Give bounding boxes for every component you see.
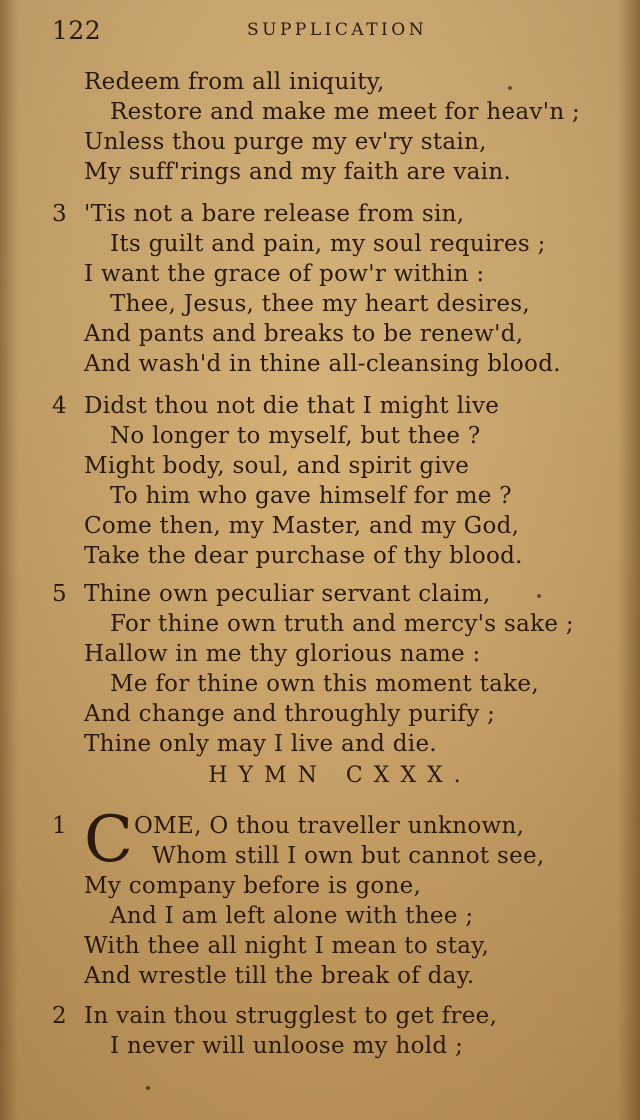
verse-line: No longer to myself, but thee ? xyxy=(110,423,481,449)
verse-line: To him who gave himself for me ? xyxy=(110,483,512,509)
stanza-number: 5 xyxy=(52,581,67,607)
verse-line: And pants and breaks to be renew'd, xyxy=(84,321,524,347)
verse-line: And change and throughly purify ; xyxy=(84,701,496,727)
stanza-number: 1 xyxy=(52,813,67,839)
verse-line: And I am left alone with thee ; xyxy=(110,903,474,929)
verse-line: Might body, soul, and spirit give xyxy=(84,453,470,479)
verse-line: Redeem from all iniquity, xyxy=(84,69,385,95)
verse-line: Restore and make me meet for heav'n ; xyxy=(110,99,581,125)
page-header xyxy=(52,14,612,50)
verse-line: Thine only may I live and die. xyxy=(84,731,437,757)
stanza-number: 2 xyxy=(52,1003,67,1029)
running-head: SUPPLICATION xyxy=(247,20,428,40)
verse-line: Thine own peculiar servant claim, xyxy=(84,581,491,607)
verse-line: In vain thou strugglest to get free, xyxy=(84,1003,498,1029)
verse-line: OME, O thou traveller unknown, xyxy=(134,813,525,839)
stanza-number: 4 xyxy=(52,393,67,419)
verse-line: Its guilt and pain, my soul requires ; xyxy=(110,231,546,257)
ink-speck xyxy=(146,1086,150,1090)
verse-line: 'Tis not a bare release from sin, xyxy=(84,201,465,227)
verse-line: Take the dear purchase of thy blood. xyxy=(84,543,523,569)
verse-line: Whom still I own but cannot see, xyxy=(152,843,545,869)
stanza-number: 3 xyxy=(52,201,67,227)
verse-line: Didst thou not die that I might live xyxy=(84,393,500,419)
verse-line: Thee, Jesus, thee my heart desires, xyxy=(110,291,530,317)
page-edge-shadow-right xyxy=(618,0,640,1120)
verse-line: My company before is gone, xyxy=(84,873,422,899)
verse-line: I never will unloose my hold ; xyxy=(110,1033,464,1059)
ink-speck xyxy=(537,594,541,598)
verse-line: For thine own truth and mercy's sake ; xyxy=(110,611,574,637)
page-edge-shadow-left xyxy=(0,0,18,1120)
verse-line: And wrestle till the break of day. xyxy=(84,963,475,989)
verse-line: Come then, my Master, and my God, xyxy=(84,513,520,539)
verse-line: I want the grace of pow'r within : xyxy=(84,261,485,287)
verse-line: Unless thou purge my ev'ry stain, xyxy=(84,129,487,155)
verse-line: Hallow in me thy glorious name : xyxy=(84,641,481,667)
page-number: 122 xyxy=(52,16,102,45)
hymn-title: HYMN CXXX. xyxy=(208,763,472,788)
verse-line: And wash'd in thine all-cleansing blood. xyxy=(84,351,561,377)
verse-line: Me for thine own this moment take, xyxy=(110,671,539,697)
drop-cap: C xyxy=(84,803,133,877)
ink-speck xyxy=(508,86,512,90)
verse-line: With thee all night I mean to stay, xyxy=(84,933,490,959)
verse-line: My suff'rings and my faith are vain. xyxy=(84,159,512,185)
